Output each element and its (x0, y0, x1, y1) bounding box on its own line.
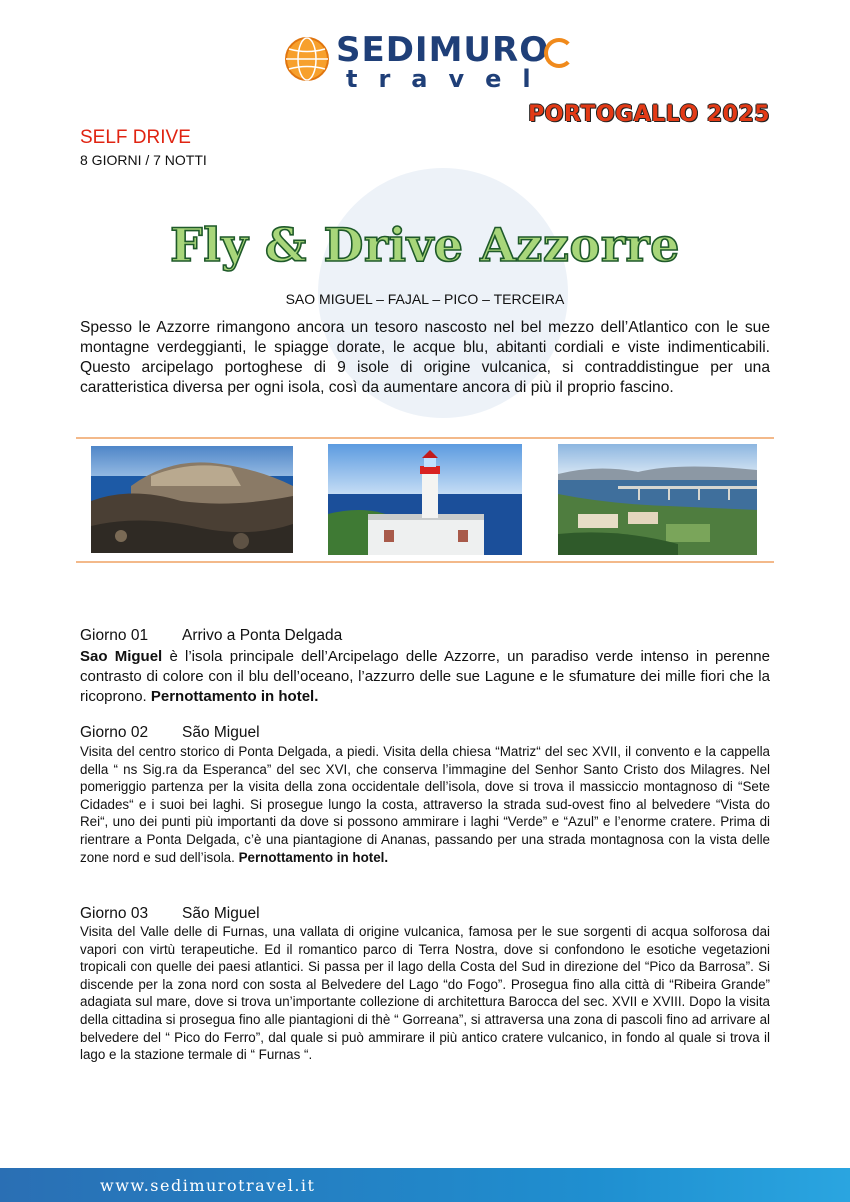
photo-volcanic-coast (91, 446, 293, 553)
day-02-heading (80, 724, 260, 742)
day-title: São Miguel (182, 724, 260, 741)
day-03-heading (80, 905, 260, 923)
photo-harbor-bridge (558, 444, 757, 555)
brand-subtitle: travel (346, 65, 552, 93)
day-number: Giorno 03 (80, 905, 149, 922)
brand-ring-icon (544, 38, 574, 68)
page-title: Fly & Drive Azzorre (170, 218, 680, 272)
day-title: Arrivo a Ponta Delgada (182, 627, 343, 644)
day-closing: Pernottamento in hotel. (238, 849, 389, 865)
brand-name: SEDIMURO (336, 30, 550, 70)
day-closing: Pernottamento in hotel. (150, 688, 319, 705)
day-02-description (80, 743, 770, 866)
intro-paragraph: Spesso le Azzorre rimangono ancora un tesoro nascosto nel bel mezzo dell’Atlantico con le sue montagne verdeggianti, le spiagge dorate, le acque blu, abitanti cordiali e viste indimenticabili. Questo arcipelago portoghese di 9 isole di origine vulcanica, si contraddistingue per una caratteristica diversa per ogni isola, così da aumentare ancora di più il proprio fascino. (80, 319, 770, 396)
product-type: SELF DRIVE (80, 127, 191, 148)
divider-top (76, 437, 774, 439)
destination-year-title: PORTOGALLO 2025 (528, 102, 770, 127)
day-text: Visita del Valle delle di Furnas, una vallata di origine vulcanica, famosa per le sue sorgenti di acqua solforosa dai vapori con virtù terapeutiche. Ed il romantico parco di Terra Nostra, dove si confondono le esotiche vegetazioni tropicali con quelle dei paesi atlantici. Si passa per il lago della Costa del Sud in direzione del “Pico da Barrosa”. Si discende per la zona nord con sosta al Belvedere del Lago “do Fogo”. Prosegua fino alla città di “Ribeira Grande” adagiata sul mare, dove si trova un’importante collezione di architettura Barocca del sec. XVII e XVIII. Dopo la visita della cittadina si prosegua fino alle piantagioni di thè “ Gorreana”, si attraversa una zona di pascoli fino ad arrivare al belvedere del “ Pico do Ferro”, dal quale si può ammirare il più antico cratere vulcanico, in fondo al quale si trova il lago e la stazione termale di “ Furnas “. (80, 924, 770, 1063)
day-text: è l’isola principale dell’Arcipelago delle Azzorre, un paradiso verde intenso in perenne contrasto di colore con il blu dell’oceano, l’azzurro delle sue Lagune e le sfumature dei mille fiori che la ricoprono. (80, 648, 770, 705)
footer-website-link[interactable]: www.sedimurotravel.it (100, 1176, 316, 1195)
day-03-description (80, 923, 770, 1064)
day-01-heading (80, 627, 342, 645)
globe-icon (284, 36, 330, 82)
day-lead-term: Sao Miguel (80, 648, 163, 665)
day-text: Visita del centro storico di Ponta Delgada, a piedi. Visita della chiesa “Matriz“ del sec XVII, il convento e la cappella della “ ns Sig.ra da Esperanca” del sec XVI, che conserva l’immagine del Senhor Santo Cristo dos Milagres. Nel pomeriggio partenza per la visita della zona occidentale dell’isola, dove si trova il massiccio montagnoso di “Sete Cidades“ e i suoi bei laghi. Si prosegue lungo la costa, attraverso la strada sud-ovest fino al belvedere “Vista do Rei“, uno dei punti più importanti da dove si possono ammirare i laghi “Verde” e “Azul” e l’enorme cratere. Prima di rientrare a Ponta Delgada, c’è una piantagione di Ananas, passando per una strada montagnosa con la vista delle zone nord e sud dell’isola. (80, 744, 770, 865)
divider-bottom (76, 561, 774, 563)
day-number: Giorno 02 (80, 724, 149, 741)
footer-bar (0, 1168, 850, 1202)
photo-lighthouse (328, 444, 522, 555)
day-01-description (80, 647, 770, 707)
day-title: São Miguel (182, 905, 260, 922)
brand-logo (284, 32, 584, 92)
islands-route: SAO MIGUEL – FAJAL – PICO – TERCEIRA (285, 291, 565, 307)
day-number: Giorno 01 (80, 627, 149, 644)
trip-duration: 8 GIORNI / 7 NOTTI (80, 152, 207, 168)
